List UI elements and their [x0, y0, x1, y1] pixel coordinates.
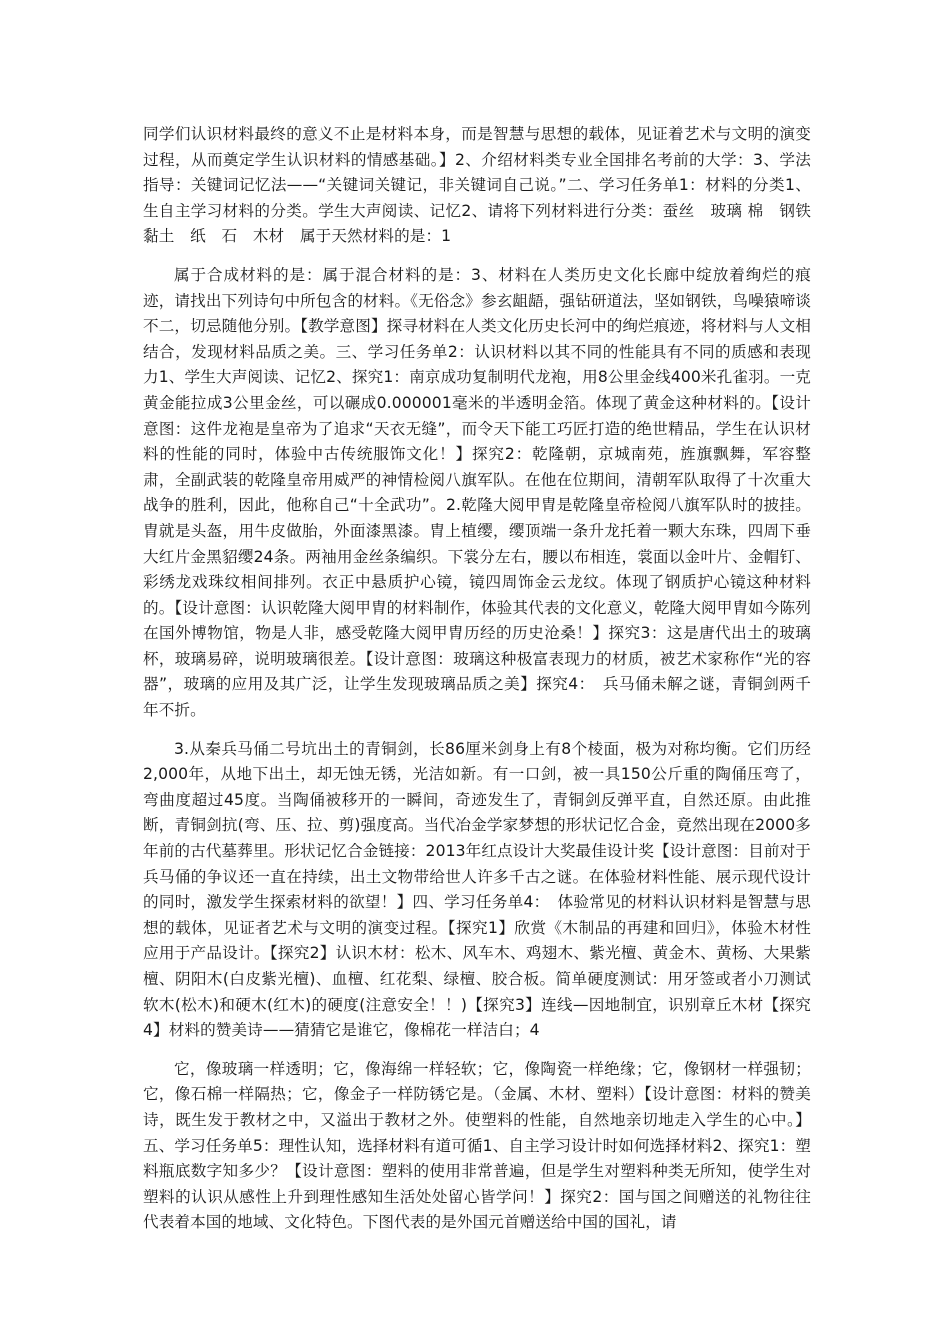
paragraph-2: 属于合成材料的是：属于混合材料的是：3、材料在人类历史文化长廊中绽放着绚烂的痕迹，请找出下列诗句中所包含的材料。《无俗念》参玄龃龉，强钻研道法，坚如钢铁，鸟噪猿啼谈不二，切忌随他分别。【教学意图】探寻材料在人类文化历史长河中的绚烂痕迹，将材料与人文相结合，发现材料品质之美。三、学习任务单2：认识材料以其不同的性能具有不同的质感和表现力1、学生大声阅读、记忆2、探究1：南京成功复制明代龙袍，用8公里金线400米孔雀羽。一克黄金能拉成3公里金丝，可以碾成0.000001毫米的半透明金箔。体现了黄金这种材料的。【设计意图：这件龙袍是皇帝为了追求“天衣无缝”，而令天下能工巧匠打造的绝世精品，学生在认识材料的性能的同时，体验中古传统服饰文化！】探究2：乾隆朝，京城南苑，旌旗飘舞，军容整肃，全副武装的乾隆皇帝用威严的神情检阅八旗军队。在他在位期间，清朝军队取得了十次重大战争的胜利，因此，他称自己“十全武功”。2.乾隆大阅甲胄是乾隆皇帝检阅八旗军队时的披挂。胄就是头盔，用牛皮做胎，外面漆黑漆。胄上植缨，缨顶端一条升龙托着一颗大东珠，四周下垂大红片金黑貂缨24条。两袖用金丝条编织。下裳分左右，腰以布相连，裳面以金叶片、金帽钉、彩绣龙戏珠纹相间排列。衣正中悬质护心镜，镜四周饰金云龙纹。体现了钢质护心镜这种材料的。【设计意图：认识乾隆大阅甲胄的材料制作，体验其代表的文化意义，乾隆大阅甲胄如今陈列在国外博物馆，物是人非，感受乾隆大阅甲胄历经的历史沧桑！】探究3：这是唐代出土的玻璃杯，玻璃易碎，说明玻璃很差。【设计意图：玻璃这种极富表现力的材质，被艺术家称作“光的容器”，玻璃的应用及其广泛，让学生发现玻璃品质之美】探究4： 兵马俑未解之谜，青铜剑两千年不折。	[143, 265, 811, 720]
paragraph-4: 它，像玻璃一样透明；它，像海绵一样轻软；它，像陶瓷一样绝缘；它，像钢材一样强韧；它，像石棉一样隔热；它，像金子一样防锈它是。（金属、木材、塑料）【设计意图：材料的赞美诗，既生发于教材之中，又溢出于教材之外。使塑料的性能，自然地亲切地走入学生的心中。】五、学习任务单5：理性认知，选择材料有道可循1、自主学习设计时如何选择材料2、探究1：塑料瓶底数字知多少？【设计意图：塑料的使用非常普遍，但是学生对塑料种类无所知，使学生对塑料的认识从感性上升到理性感知生活处处留心皆学问！】探究2：国与国之间赠送的礼物往往代表着本国的地域、文化特色。下图代表的是外国元首赠送给中国的国礼，请	[143, 1059, 811, 1232]
paragraph-gap	[143, 1044, 811, 1057]
document-page	[143, 122, 811, 1236]
paragraph-1: 同学们认识材料最终的意义不止是材料本身，而是智慧与思想的载体，见证着艺术与文明的演变过程，从而奠定学生认识材料的情感基础。】2、介绍材料类专业全国排名考前的大学：3、学法指导：关键词记忆法——“关键词关键记，非关键词自己说。”二、学习任务单1：材料的分类1、生自主学习材料的分类。学生大声阅读、记忆2、请将下列材料进行分类：蚕丝 玻璃 棉 钢铁 黏土 纸 石 木材 属于天然材料的是：1	[143, 125, 811, 246]
paragraph-3: 3.从秦兵马俑二号坑出土的青铜剑，长86厘米剑身上有8个棱面，极为对称均衡。它们历经2,000年，从地下出土，却无蚀无锈，光洁如新。有一口剑，被一具150公斤重的陶俑压弯了，弯曲度超过45度。当陶俑被移开的一瞬间，奇迹发生了，青铜剑反弹平直，自然还原。由此推断，青铜剑抗(弯、压、拉、剪)强度高。当代冶金学家梦想的形状记忆合金，竟然出现在2000多年前的古代墓葬里。形状记忆合金链接：2013年红点设计大奖最佳设计奖【设计意图：目前对于兵马俑的争议还一直在持续，出土文物带给世人许多千古之谜。在体验材料性能、展示现代设计的同时，激发学生探索材料的欲望！】四、学习任务单4： 体验常见的材料认识材料是智慧与思想的载体，见证者艺术与文明的演变过程。【探究1】欣赏《木制品的再建和回归》，体验木材性应用于产品设计。【探究2】认识木材：松木、风车木、鸡翅木、紫光檀、黄金木、黄杨、大果紫檀、阴阳木(白皮紫光檀)、血檀、红花梨、绿檀、胶合板。简单硬度测试：用牙签或者小刀测试软木(松木)和硬木(红木)的硬度(注意安全！！)【探究3】连线—因地制宜，识别章丘木材【探究4】材料的赞美诗——猜猜它是谁它，像棉花一样洁白；4	[143, 739, 811, 1040]
paragraph-gap	[143, 724, 811, 737]
paragraph-gap	[143, 250, 811, 263]
